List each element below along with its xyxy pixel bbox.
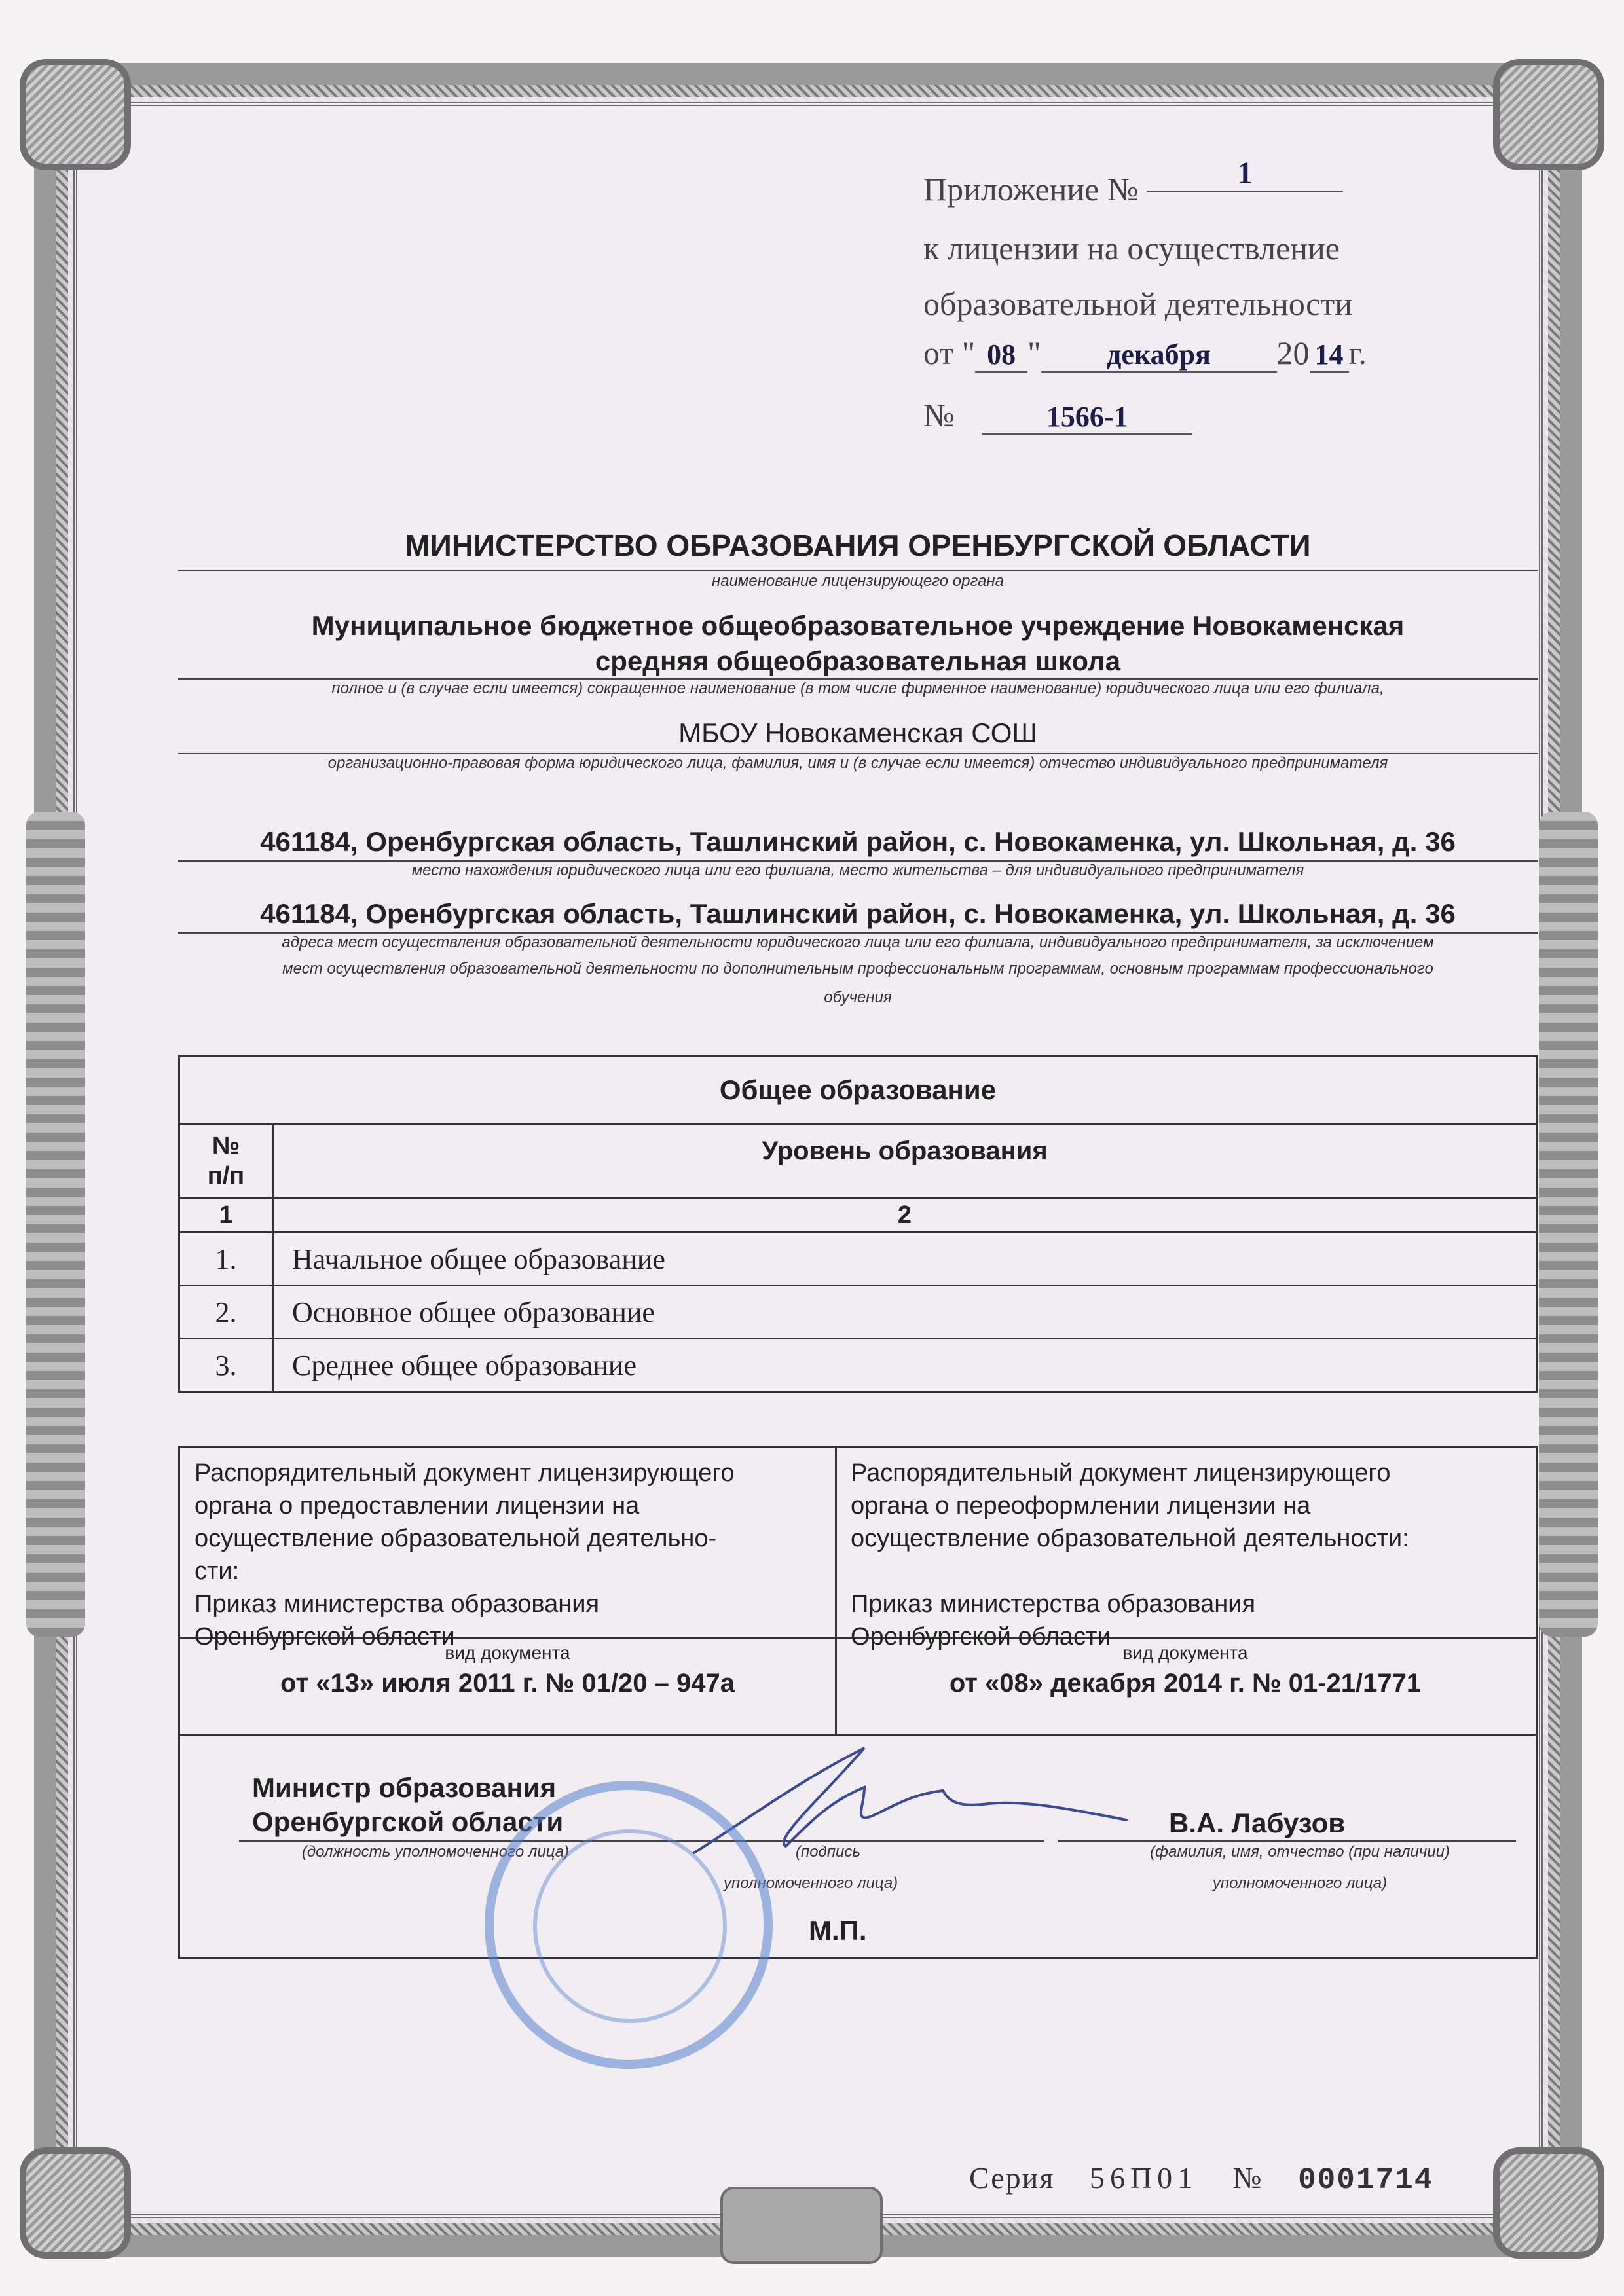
position-caption: (должность уполномоченного лица): [301, 1843, 570, 1861]
right-doc-line6: Оренбургской области: [851, 1623, 1111, 1650]
row-level: Среднее общее образование: [273, 1339, 1537, 1392]
right-side-ornament: [1539, 812, 1598, 1637]
col-level-index: 2: [273, 1198, 1537, 1233]
activity-caption-line3: обучения: [824, 989, 892, 1006]
date-month: декабря: [1041, 338, 1277, 373]
signature-caption-line2: уполномоченного лица): [724, 1874, 898, 1892]
left-doc-line1: Распорядительный документ лицензирующего: [194, 1459, 735, 1487]
activity-address: 461184, Оренбургская область, Ташлинский район, с. Новокаменка, ул. Школьная, д. 36: [260, 898, 1456, 929]
left-doc-ref: от «13» июля 2011 г. № 01/20 – 947а: [280, 1669, 735, 1698]
authority-name: МИНИСТЕРСТВО ОБРАЗОВАНИЯ ОРЕНБУРГСКОЙ ОБЛАСТИ: [405, 528, 1311, 562]
left-doc-line3: осуществление образовательной деятельно-: [194, 1525, 717, 1552]
row-num: 2.: [179, 1286, 273, 1339]
documents-box: [178, 1446, 1538, 1959]
name-caption-line1: (фамилия, имя, отчество (при наличии): [1150, 1843, 1450, 1861]
row-level: Начальное общее образование: [273, 1233, 1537, 1286]
table-header-row: [179, 1124, 1537, 1198]
corner-ornament-bottom-right: [1493, 2147, 1604, 2259]
table-title: Общее образование: [179, 1057, 1537, 1124]
left-doc-line2: органа о предоставлении лицензии на: [194, 1492, 640, 1520]
bottom-ornament: [720, 2187, 883, 2264]
org-address-caption: место нахождения юридического лица или его филиала, место жительства – для индивидуального предпринимателя: [411, 862, 1304, 879]
left-doc-line4: сти:: [194, 1558, 240, 1585]
activity-caption-line1: адреса мест осуществления образовательной деятельности юридического лица или его филиала, индивидуального предпринимателя, за исключением: [282, 934, 1434, 951]
documents-bottom-line: [180, 1734, 1536, 1736]
left-doc-line6: Оренбургской области: [194, 1623, 455, 1650]
table-row: [179, 1286, 1537, 1339]
org-form-caption: организационно-правовая форма юридического лица, фамилия, имя и (в случае если имеется) отчество индивидуального предпринимателя: [327, 754, 1388, 772]
signature-caption-line1: (подпись: [796, 1843, 860, 1861]
number-value: 1566-1: [982, 400, 1192, 435]
position-line1: Министр образования: [252, 1772, 557, 1803]
license-line: к лицензии на осуществление: [923, 230, 1340, 266]
col-num-index: 1: [179, 1198, 273, 1233]
official-stamp: [485, 1781, 773, 2069]
org-full-name-line2: средняя общеобразовательная школа: [595, 646, 1121, 676]
org-short-name: МБОУ Новокаменская СОШ: [678, 718, 1037, 748]
date-year-prefix: 20: [1276, 335, 1310, 371]
corner-ornament-top-left: [20, 59, 131, 170]
corner-ornament-top-right: [1493, 59, 1604, 170]
org-full-name-line1: Муниципальное бюджетное общеобразовательное учреждение Новокаменская: [311, 610, 1405, 641]
date-year: 14: [1310, 338, 1349, 373]
activity-line: образовательной деятельности: [923, 285, 1352, 322]
appendix-line: [923, 156, 1343, 210]
col-num-header: [179, 1124, 273, 1198]
date-prefix: от ": [923, 335, 976, 371]
activity-caption-line2: мест осуществления образовательной деятельности по дополнительным профессиональным программам, основным программам профессионального: [282, 960, 1433, 977]
left-side-ornament: [26, 812, 85, 1637]
stamp-inner-ring: [533, 1829, 727, 2023]
name-caption-line2: уполномоченного лица): [1212, 1874, 1388, 1892]
authority-caption: наименование лицензирующего органа: [712, 572, 1004, 590]
right-doc-line5: Приказ министерства образования: [851, 1590, 1256, 1618]
row-level: Основное общее образование: [273, 1286, 1537, 1339]
date-suffix: г.: [1348, 335, 1367, 371]
authority-underline: [178, 570, 1538, 571]
form-series: [969, 2160, 1433, 2197]
number-label: №: [923, 397, 955, 433]
date-day: 08: [975, 338, 1027, 373]
col-num-header-line1: №: [212, 1132, 240, 1159]
appendix-number: 1: [1147, 155, 1343, 192]
right-doc-ref: от «08» декабря 2014 г. № 01-21/1771: [949, 1669, 1422, 1698]
table-numbering-row: [179, 1198, 1537, 1233]
right-doc-spacer: [851, 1555, 1525, 1588]
appendix-label: Приложение №: [923, 171, 1139, 208]
col-num-header-line2: п/п: [207, 1162, 245, 1190]
signatory-position: [252, 1771, 563, 1839]
license-date: [923, 334, 1367, 373]
org-name-caption: полное и (в случае если имеется) сокращенное наименование (в том числе фирменное наименование) юридического лица или его филиала,: [331, 680, 1384, 697]
series-value: 56П01: [1089, 2161, 1198, 2195]
table-title-row: [179, 1057, 1537, 1124]
seal-place: М.П.: [809, 1915, 867, 1946]
col-level-header: Уровень образования: [273, 1124, 1537, 1198]
series-number-label: №: [1232, 2161, 1263, 2195]
row-num: 3.: [179, 1339, 273, 1392]
right-doc-line2: органа о переоформлении лицензии на: [851, 1492, 1311, 1520]
signatory-name: В.А. Лабузов: [1169, 1808, 1346, 1838]
left-doc-line5: Приказ министерства образования: [194, 1590, 600, 1618]
right-doc-line1: Распорядительный документ лицензирующего: [851, 1459, 1391, 1487]
row-num: 1.: [179, 1233, 273, 1286]
education-table: [178, 1055, 1538, 1393]
table-row: [179, 1339, 1537, 1392]
right-doc-caption: вид документа: [1122, 1643, 1248, 1663]
license-number: [923, 396, 1192, 435]
org-address: 461184, Оренбургская область, Ташлинский район, с. Новокаменка, ул. Школьная, д. 36: [260, 826, 1456, 857]
series-number-value: 0001714: [1298, 2163, 1434, 2197]
left-doc-caption: вид документа: [445, 1643, 570, 1663]
right-doc-text: [851, 1457, 1525, 1653]
right-doc-line3: осуществление образовательной деятельности:: [851, 1525, 1409, 1552]
date-quote: ": [1027, 335, 1041, 371]
series-label: Серия: [969, 2161, 1055, 2195]
left-doc-text: [194, 1457, 823, 1653]
corner-ornament-bottom-left: [20, 2147, 131, 2259]
table-row: [179, 1233, 1537, 1286]
position-line2: Оренбургской области: [252, 1806, 564, 1837]
